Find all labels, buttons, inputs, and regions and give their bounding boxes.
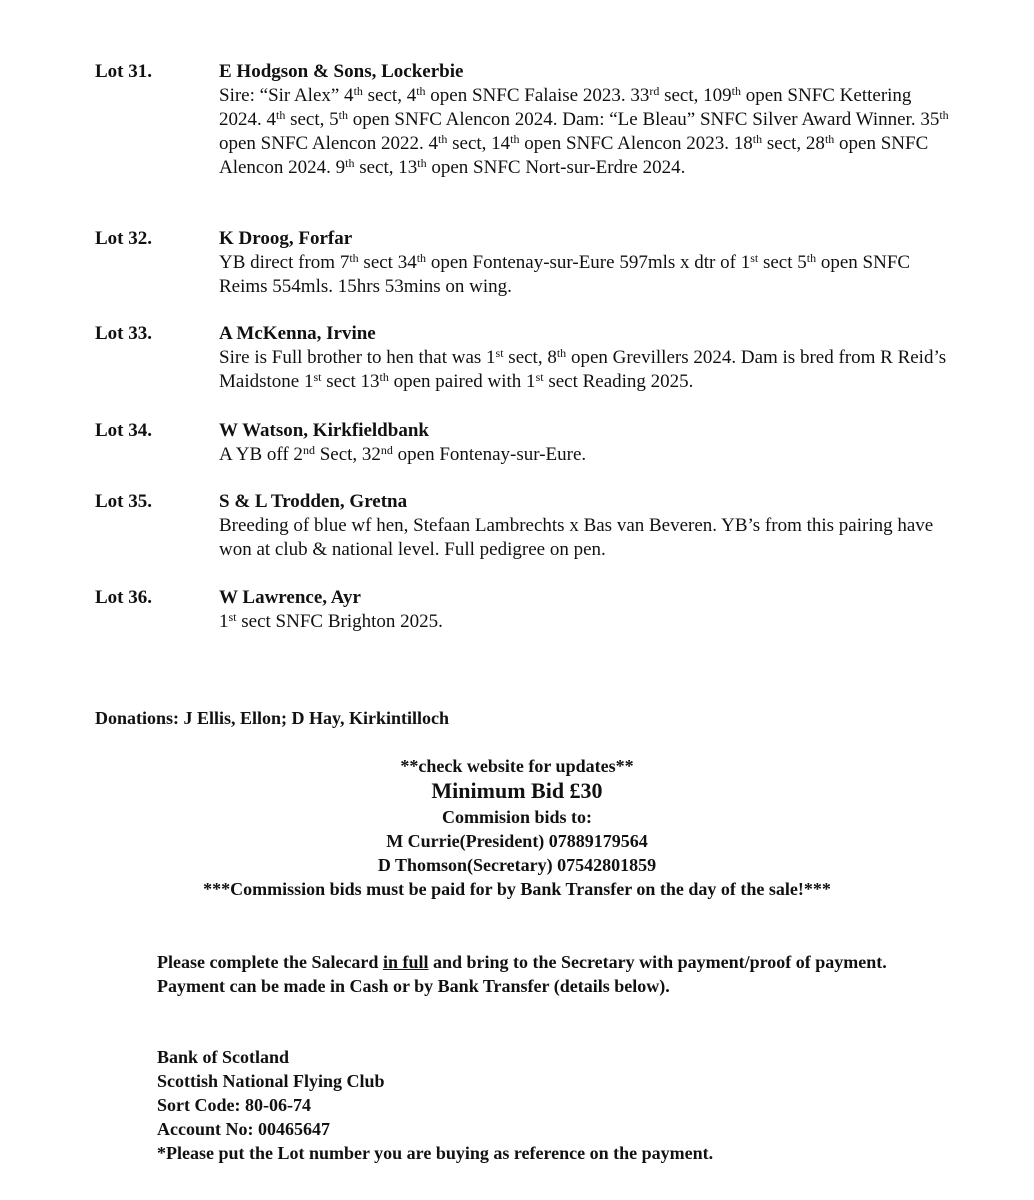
commission-note: ***Commission bids must be paid for by Bank Transfer on the day of the sale!*** <box>203 879 831 899</box>
lot-number: Lot 34. <box>95 420 152 441</box>
lot-description: A YB off 2nd Sect, 32nd open Fontenay-sur-Eure. <box>219 443 587 465</box>
lot-number: Lot 36. <box>95 587 152 608</box>
secretary-contact: D Thomson(Secretary) 07542801859 <box>377 855 657 875</box>
lot-details <box>219 322 954 394</box>
lot-description: Breeding of blue wf hen, Stefaan Lambrechts x Bas van Beveren. YB’s from this pairing have won at club & national level. Full pedigree on pen. <box>219 515 934 560</box>
lot-description: YB direct from 7th sect 34th open Fontenay-sur-Eure 597mls x dtr of 1st sect 5th open SNFC Reims 554mls. 15hrs 53mins on wing. <box>219 251 911 297</box>
donations-line: Donations: J Ellis, Ellon; D Hay, Kirkintilloch <box>95 708 450 728</box>
president-contact: M Currie(President) 07889179564 <box>386 831 648 851</box>
instruction-text: and bring to the Secretary with payment/proof of payment. <box>428 952 887 972</box>
lot-number: Lot 35. <box>95 491 152 512</box>
instruction-text: Please complete the Salecard <box>157 952 383 972</box>
lot-seller: W Lawrence, Ayr <box>219 587 361 608</box>
lot-details <box>219 60 954 180</box>
payment-methods: Payment can be made in Cash or by Bank Transfer (details below). <box>157 976 670 996</box>
lot-details <box>219 490 954 562</box>
lot-seller: W Watson, Kirkfieldbank <box>219 420 429 441</box>
website-notice: **check website for updates** <box>400 756 634 776</box>
minimum-bid: Minimum Bid £30 <box>431 778 603 803</box>
reference-note: *Please put the Lot number you are buying as reference on the payment. <box>157 1143 714 1163</box>
lot-details <box>219 227 954 299</box>
lot-number: Lot 33. <box>95 323 152 344</box>
lot-number: Lot 32. <box>95 228 152 249</box>
lot-seller: S & L Trodden, Gretna <box>219 491 408 512</box>
commission-heading: Commision bids to: <box>441 807 593 827</box>
lot-description: Sire: “Sir Alex” 4th sect, 4th open SNFC Falaise 2023. 33rd sect, 109th open SNFC Kettering 2024. 4th sect, 5th open SNFC Alencon 2024. Dam: “Le Bleau” SNFC Silver Award Winner. 35th open SNFC Alencon 2022. 4th sect, 14th open SNFC Alencon 2023. 18th sect, 28th open SNFC Alencon 2024. 9th sect, 13th open SNFC Nort-sur-Erdre 2024. <box>219 84 949 178</box>
sort-code: Sort Code: 80-06-74 <box>157 1095 311 1115</box>
account-name: Scottish National Flying Club <box>157 1071 385 1091</box>
bank-details <box>157 1045 937 1165</box>
bank-name: Bank of Scotland <box>157 1047 290 1067</box>
lot-description: 1st sect SNFC Brighton 2025. <box>219 610 443 632</box>
lot-details <box>219 419 954 467</box>
instruction-emphasis: in full <box>382 952 429 972</box>
lot-seller: A McKenna, Irvine <box>219 323 376 344</box>
salecard-instructions <box>157 950 937 998</box>
lot-seller: K Droog, Forfar <box>219 228 353 249</box>
lot-seller: E Hodgson & Sons, Lockerbie <box>219 61 464 82</box>
lot-details <box>219 586 954 634</box>
lot-number: Lot 31. <box>95 61 152 82</box>
lot-description: Sire is Full brother to hen that was 1st sect, 8th open Grevillers 2024. Dam is bred from R Reid’s Maidstone 1st sect 13th open paired with 1st sect Reading 2025. <box>219 346 947 392</box>
account-number: Account No: 00465647 <box>157 1119 330 1139</box>
